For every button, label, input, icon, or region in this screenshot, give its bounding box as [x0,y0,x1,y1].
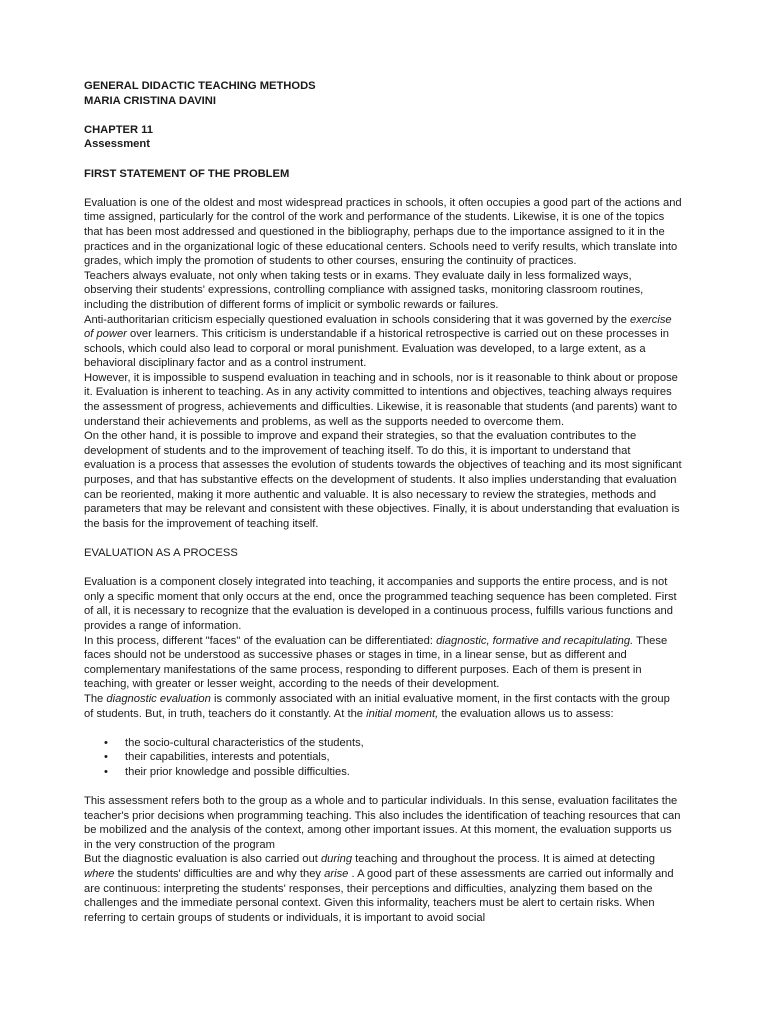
chapter-number: CHAPTER 11 [84,123,154,136]
paragraph: Evaluation is one of the oldest and most widespread practices in schools, it often occupies a good part of the actions and time assigned, particularly for the control of the work and performance of the students. Likewise, it is one of the topics that has been most addressed and questioned in the bibliography, perhaps due to the importance assigned to it in the practices and in the organizational logic of these educational centers. Schools need to verify results, which translate into grades, which imply the promotion of students to other courses, ensuring the continuity of practices. [84,196,682,268]
chapter-name: Assessment [84,138,150,151]
section-heading-problem: FIRST STATEMENT OF THE PROBLEM [84,167,290,180]
paragraph: Anti-authoritarian criticism especially questioned evaluation in schools considering that it was governed by the exercise of power over learners. This criticism is understandable if a historical retrospective is carried out on these processes in schools, which could also lead to corporal or moral punishment. Evaluation was developed, to a large extent, as a behavioral disciplinary factor and as a control instrument. [84,313,672,370]
paragraph: Teachers always evaluate, not only when taking tests or in exams. They evaluate daily in less formalized ways, observing their students' expressions, controlling compliance with assigned tasks, monitoring classroom routines, including the distribution of different forms of implicit or symbolic rewards or failures. [84,269,644,311]
list-item: • their capabilities, interests and potentials, [104,751,330,764]
paragraph: The diagnostic evaluation is commonly associated with an initial evaluative moment, in the first contacts with the group of students. But, in truth, teachers do it constantly. At the initial moment, the evaluation allows us to assess: [84,692,670,720]
book-title: GENERAL DIDACTIC TEACHING METHODS [84,80,316,92]
book-author: MARIA CRISTINA DAVINI [84,94,216,107]
paragraph: However, it is impossible to suspend evaluation in teaching and in schools, nor is it reasonable to think about or propose it. Evaluation is inherent to teaching. As in any activity committed to intentions and objectives, teaching always requires the assessment of progress, achievements and difficulties. Likewise, it is reasonable that students (and parents) want to understand their achievements and problems, as well as the supports needed to overcome them. [84,371,678,428]
paragraph: Evaluation is a component closely integrated into teaching, it accompanies and supports the entire process, and is not only a specific moment that only occurs at the end, once the programmed teaching sequence has been completed. First of all, it is necessary to recognize that the evaluation is developed in a continuous process, fulfills various functions and provides a range of information. [84,576,677,632]
section-heading-process: EVALUATION AS A PROCESS [84,547,238,559]
paragraph: On the other hand, it is possible to improve and expand their strategies, so that the evaluation contributes to the development of students and to the improvement of teaching itself. To do this, it is important to understand that evaluation is a process that assesses the evolution of students towards the objectives of teaching and its most significant purposes, and that has substantive effects on the development of students. It also implies understanding that evaluation can be reoriented, making it more authentic and valuable. It is also necessary to review the strategies, methods and parameters that may be relevant and consistent with these objectives. Finally, it is about understanding that evaluation is the basis for the improvement of teaching itself. [84,430,682,530]
paragraph: In this process, different "faces" of the evaluation can be differentiated: diagnostic, formative and recapitulating. These faces should not be understood as successive phases or stages in time, in a linear sense, but as different and complementary manifestations of the same process, responding to different purposes. Each of them is present in teaching, with greater or lesser weight, according to the needs of their development. [84,634,668,691]
bullet-list [84,736,682,780]
bullet-icon: • [104,765,108,778]
bullet-icon: • [104,751,108,764]
paragraph: This assessment refers both to the group as a whole and to particular individuals. In this sense, evaluation facilitates the teacher's prior decisions when programming teaching. This also includes the identification of teaching resources that can be mobilized and the analysis of the context, among other important issues. At this moment, the evaluation supports us in the very construction of the program [84,795,681,851]
list-item: • the socio-cultural characteristics of the students, [104,736,364,749]
list-item: • their prior knowledge and possible difficulties. [104,765,350,778]
bullet-icon: • [104,736,108,749]
paragraph: But the diagnostic evaluation is also carried out during teaching and throughout the process. It is aimed at detecting where the students' difficulties are and why they arise . A good part of these assessments are carried out informally and are continuous: interpreting the students' responses, their perceptions and difficulties, analyzing them based on the challenges and the immediate personal context. Given this informality, teachers must be alert to certain risks. When referring to certain groups of students or individuals, it is important to avoid social [84,853,674,924]
